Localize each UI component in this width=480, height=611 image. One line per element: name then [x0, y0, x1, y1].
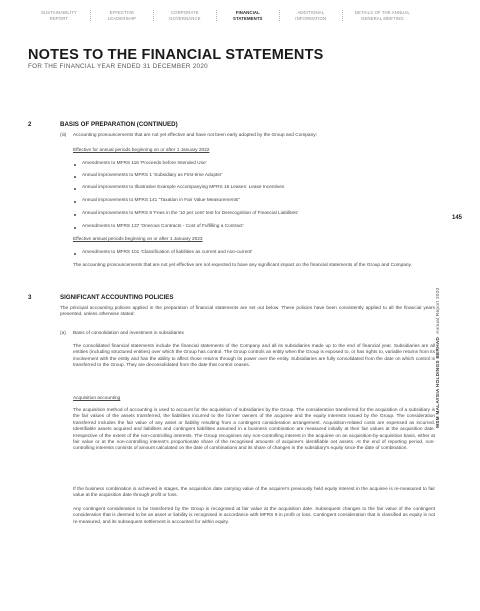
nav-agm-details[interactable]: DETAILS OF THE ANNUAL GENERAL MEETING: [354, 10, 410, 21]
nav-additional-information[interactable]: ADDITIONAL INFORMATION: [280, 10, 343, 21]
side-report-name: Annual Report 2020: [436, 287, 441, 334]
item-iii-label: (iii): [60, 133, 67, 138]
bullet-2022-5: Annual improvements to MFRS 9 'Fees in the '10 per cent' test for Derecognition of Financial Liabilities': [82, 211, 299, 216]
section-2-closing: The accounting pronouncements that are not yet effective are not expected to have any significant impact on the financial statements of the Group and Company.: [73, 263, 412, 268]
bullet-2022-3: Annual improvements to Illustrative Example Accompanying MFRS 16 Leases: Lease Incentives: [82, 185, 285, 190]
acquisition-paragraph: The acquisition method of accounting is used to account for the acquisition of subsidiaries by the Group. The consideration transferred for the acquisition of a subsidiary is the fair values of the assets transferred, the liabilities incurred to the former owners of the acquiree and the equity interests issued by the Group. The consideration transferred includes the fair value of any asset or liability resulting from a contingent consideration arrangement. Acquisition-related costs are expensed as incurred. Identifiable assets acquired and liabilities and contingent liabilities assumed in a business combination are measured initially at their fair values at the acquisition date. Irrespective of the extent of the non-controlling interests. The Group recognises any non-controlling interest in the acquiree on an acquisition-by-acquisition basis, either at fair value or at the non-controlling interest's proportionate share of the recognised amounts of acquiree's identifiable net assets. At the end of reporting period, non-controlling interests consists of amount calculated on the date of combinations and its share of changes in the subsidiary's equity since the date of combination.: [73, 408, 435, 452]
bullet-2022-1: Amendments to MFRS 116 'Proceeds before Intended Use': [82, 161, 207, 166]
item-iii-intro: Accounting pronouncements that are not yet effective and have not been early adopted by the Group and Company:: [73, 133, 317, 138]
bullet-dot: [74, 201, 76, 203]
bullet-dot: [74, 188, 76, 190]
page-subtitle: FOR THE FINANCIAL YEAR ENDED 31 DECEMBER 2020: [28, 63, 208, 70]
bullet-dot: [74, 214, 76, 216]
bullet-2022-4: Annual improvements to MFRS 141 "Taxation in Fair Value Measurements": [82, 198, 240, 203]
section-3-number: 3: [28, 294, 32, 301]
business-combination-paragraph: If the business combination is achieved in stages, the acquisition date carrying value of the acquirer's previously held equity interest in the acquiree is re-measured to fair value at the acquisition date through profit or loss.: [73, 487, 435, 499]
section-2-title: BASIS OF PREPARATION (CONTINUED): [60, 121, 178, 128]
bullet-dot: [74, 164, 76, 166]
nav-sustainability-report[interactable]: SUSTAINABILITY REPORT: [28, 10, 91, 21]
section-3-title: SIGNIFICANT ACCOUNTING POLICIES: [60, 294, 174, 301]
bullet-dot: [74, 253, 76, 255]
bullet-dot: [74, 176, 76, 178]
consolidation-paragraph: The consolidated financial statements include the financial statements of the Company and all its subsidiaries made up to the end of financial year. Subsidiaries are all entities (including structured entities) over which the Group has control. The Group controls an entity when the Group is exposed to, or has rights to, variable returns from its involvement with the entity and has the ability to affect those returns through its power over the entity. Subsidiaries are fully consolidated from the date on which control is transferred to the Group. They are deconsolidated from the date that control ceases.: [73, 344, 435, 369]
bullet-2022-2: Annual improvements to MFRS 1 'Subsidiary as First-time Adopter': [82, 173, 223, 178]
contingent-consideration-paragraph: Any contingent consideration to be transferred by the Group is recognised at fair value at the acquisition date. Subsequent changes to the fair value of the contingent consideration that is deemed to be an asset or liability is recognised in accordance with MFRS 9 in profit or loss. Contingent consideration that is classified as equity is not re-measured, and its subsequent settlement is accounted for within equity.: [73, 507, 435, 525]
top-navigation: [28, 10, 422, 21]
page-title: NOTES TO THE FINANCIAL STATEMENTS: [28, 47, 324, 63]
nav-effective-leadership[interactable]: EFFECTIVE LEADERSHIP: [91, 10, 154, 21]
nav-corporate-governance[interactable]: CORPORATE GOVERNANCE: [154, 10, 217, 21]
page-number: 145: [452, 215, 463, 221]
side-company-name: MSM MALAYSIA HOLDINGS BERHAD: [436, 336, 441, 428]
item-a-title: Basis of consolidation and investment in subsidiaries: [73, 331, 184, 336]
section-2-number: 2: [28, 121, 32, 128]
nav-financial-statements[interactable]: FINANCIAL STATEMENTS: [217, 10, 280, 21]
item-a-label: (a): [60, 331, 66, 336]
bullet-dot: [74, 227, 76, 229]
bullet-2022-6: Amendments to MFRS 137 'Onerous Contracts - Cost of Fulfilling a Contract': [82, 224, 244, 229]
bullet-2023-1: Amendments to MFRS 101 'Classification of liabilities as current and non-current': [82, 250, 253, 255]
section-3-intro: The principal accounting policies applied in the preparation of financial statements are set out below. These policies have been consistently applied to all the financial years presented, unless otherwise stated:: [60, 306, 435, 318]
side-running-title: [436, 258, 444, 428]
acquisition-accounting-heading: Acquisition accounting: [73, 396, 121, 401]
heading-2023: Effective annual periods beginning on or after 1 January 2023: [73, 237, 203, 242]
heading-2022: Effective for annual periods beginning on or after 1 January 2022: [73, 148, 210, 153]
